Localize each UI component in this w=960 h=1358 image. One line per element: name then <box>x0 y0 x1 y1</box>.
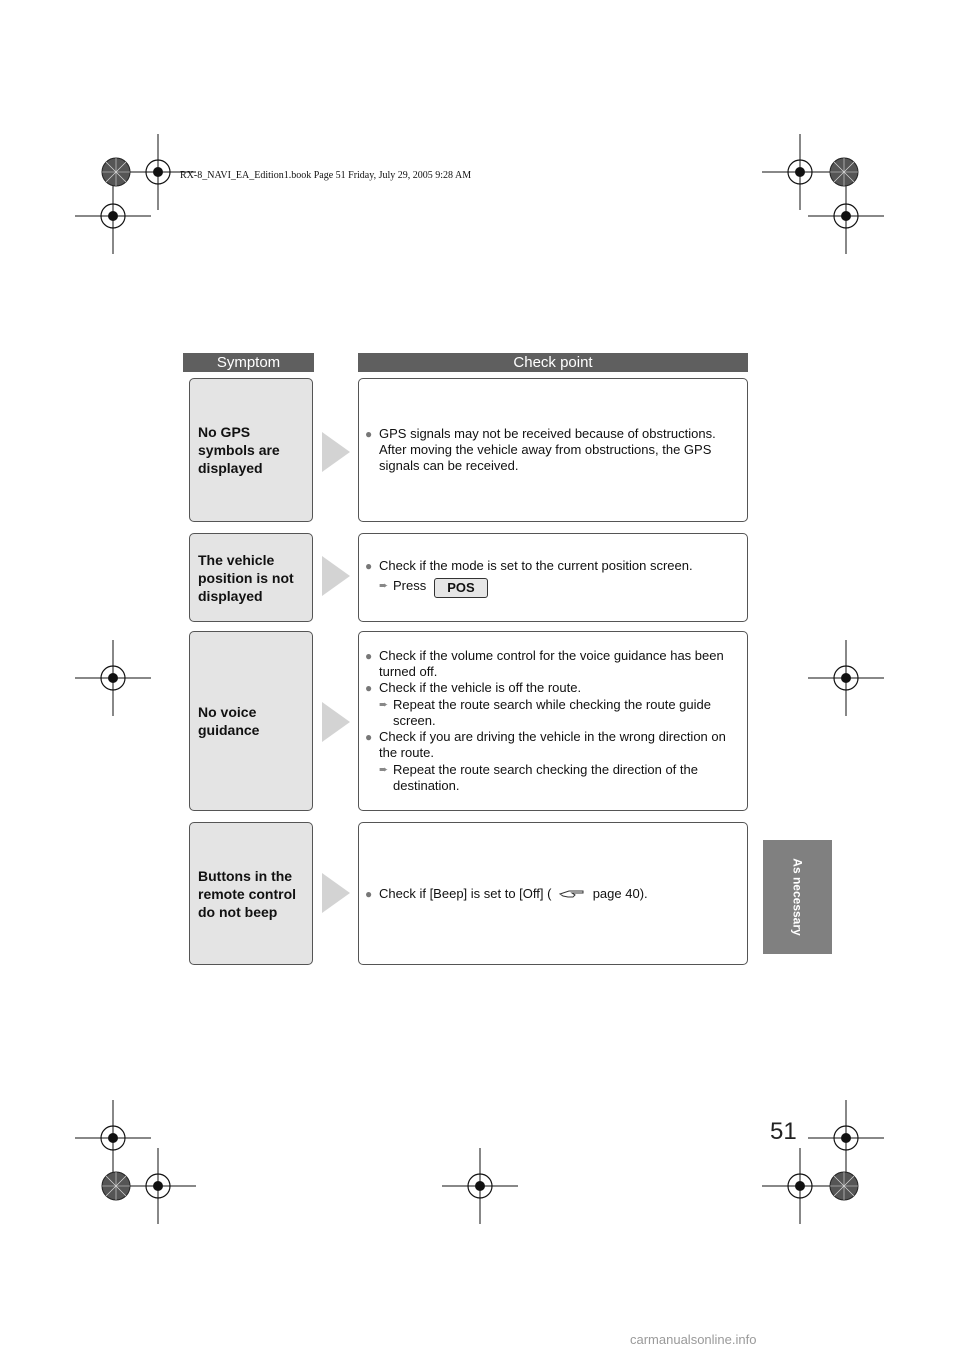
symptom-cell: The vehicle position is not displayed <box>189 533 313 622</box>
arrow-right-icon: ➨ <box>379 699 389 711</box>
bullet-icon: ● <box>365 649 373 663</box>
registration-mark-icon <box>808 1100 884 1176</box>
check-point-cell: ● Check if the mode is set to the current position screen. ➨ Press POS <box>358 533 748 622</box>
book-file-header: RX-8_NAVI_EA_Edition1.book Page 51 Friday, July 29, 2005 9:28 AM <box>180 170 472 181</box>
hand-pointer-icon <box>559 887 585 901</box>
arrow-right-icon <box>322 873 350 913</box>
symptom-cell: No GPS symbols are displayed <box>189 378 313 522</box>
watermark: carmanualsonline.info <box>630 1332 757 1347</box>
registration-mark-icon <box>442 1148 518 1224</box>
bullet-icon: ● <box>365 427 373 441</box>
column-header-check-point: Check point <box>358 353 748 372</box>
page-number: 51 <box>770 1118 797 1145</box>
pos-key-button: POS <box>434 578 487 598</box>
section-tab-as-necessary: As necessary <box>763 840 832 954</box>
registration-mark-icon <box>75 1100 151 1176</box>
registration-mark-icon <box>808 640 884 716</box>
target-circle-icon <box>830 158 858 186</box>
registration-mark-icon <box>762 1148 838 1224</box>
symptom-cell: No voice guidance <box>189 631 313 811</box>
arrow-right-icon: ➨ <box>379 764 389 776</box>
bullet-icon: ● <box>365 730 373 744</box>
target-circle-icon <box>102 1172 130 1200</box>
arrow-right-icon <box>322 432 350 472</box>
registration-mark-icon <box>808 178 884 254</box>
check-point-cell: ● Check if [Beep] is set to [Off] ( page 40). <box>358 822 748 965</box>
target-circle-icon <box>102 158 130 186</box>
arrow-right-icon <box>322 702 350 742</box>
check-point-cell: ● Check if the volume control for the voice guidance has been turned off. ● Check if the vehicle is off the route. ➨ Repeat the route search while checking the route guide screen. ● Check if you are driving the vehicle in the wrong direction on the route. ➨ Repeat the route search checking the direction of the destination. <box>358 631 748 811</box>
bullet-icon: ● <box>365 558 373 573</box>
bullet-icon: ● <box>365 886 373 901</box>
arrow-right-icon <box>322 556 350 596</box>
registration-mark-icon <box>120 1148 196 1224</box>
target-circle-icon <box>830 1172 858 1200</box>
registration-mark-icon <box>762 134 838 210</box>
registration-mark-icon <box>75 178 151 254</box>
registration-mark-icon <box>75 640 151 716</box>
check-point-cell: ● GPS signals may not be received because of obstructions. After moving the vehicle away from obstructions, the GPS signals can be received. <box>358 378 748 522</box>
column-header-symptom: Symptom <box>183 353 314 372</box>
arrow-right-icon: ➨ <box>379 579 389 592</box>
bullet-icon: ● <box>365 681 373 695</box>
symptom-cell: Buttons in the remote control do not beep <box>189 822 313 965</box>
